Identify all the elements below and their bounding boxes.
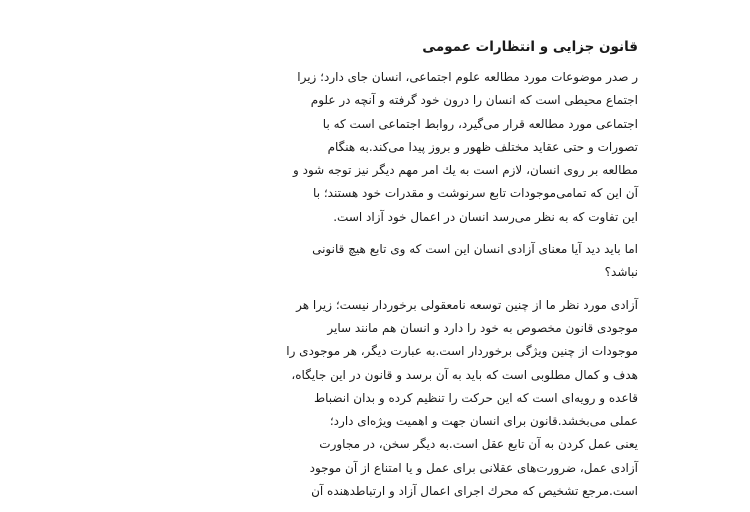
text-line: آزادی عمل، ضرورت‌های عقلانی برای عمل و یا امتناع از آن موجود bbox=[309, 460, 638, 475]
text-line: موجودی قانون مخصوص به خود را دارد و انسان هم مانند سایر bbox=[327, 320, 638, 335]
document-body bbox=[128, 36, 638, 512]
paragraph-2 bbox=[128, 238, 638, 285]
paragraph-3 bbox=[128, 294, 638, 504]
text-line: یعنی عمل کردن به آن تابع عقل است.به دیگر سخن، در مجاورت bbox=[319, 437, 638, 452]
document-title: قانون جزایی و انتظارات عمومی bbox=[422, 39, 638, 55]
text-line: نباشد؟ bbox=[604, 265, 638, 280]
text-line: اجتماعی مورد مطالعه قرار می‌گیرد، روابط اجتماعی است که با bbox=[322, 116, 638, 131]
text-line: آزادی مورد نظر ما از چنین توسعه نامعقولی برخوردار نیست؛ زیرا هر bbox=[296, 297, 638, 312]
text-line: عملی می‌بخشد.قانون برای انسان جهت و اهمیت ویژه‌ای دارد؛ bbox=[329, 414, 638, 429]
text-line: هدف و کمال مطلوبی است که باید به آن برسد و قانون در این جایگاه، bbox=[291, 367, 638, 382]
text-line: موجودات از چنین ویژگی برخوردار است.به عبارت دیگر، هر موجودی را bbox=[286, 344, 638, 359]
paragraph-1 bbox=[128, 66, 638, 229]
text-line: آن این که تمامی‌موجودات تابع سرنوشت و مقدرات خود هستند؛ با bbox=[313, 186, 638, 201]
text-line: است.مرجع تشخیص که محرك اجرای اعمال آزاد و ارتباطدهنده آن bbox=[311, 484, 638, 499]
text-line: اما باید دید آیا معنای آزادی انسان این است که وی تابع هیچ قانونی bbox=[312, 242, 638, 257]
text-line: اجتماع محیطی است که انسان را درون خود گرفته و آنچه در علوم bbox=[310, 93, 638, 108]
text-line: مطالعه بر روی انسان، لازم است به یك امر مهم دیگر نیز توجه شود و bbox=[293, 163, 638, 178]
text-line: این تفاوت که به نظر می‌رسد انسان در اعمال خود آزاد است. bbox=[333, 209, 638, 224]
text-line: تصورات و حتی عقاید مختلف ظهور و بروز پیدا می‌کند.به هنگام bbox=[327, 139, 638, 154]
text-line: قاعده و رویه‌ای است که این حرکت را تنظیم کرده و بدان انضباط bbox=[314, 390, 638, 405]
text-line: ر صدر موضوعات مورد مطالعه علوم اجتماعی، انسان جای دارد؛ زیرا bbox=[297, 70, 638, 84]
